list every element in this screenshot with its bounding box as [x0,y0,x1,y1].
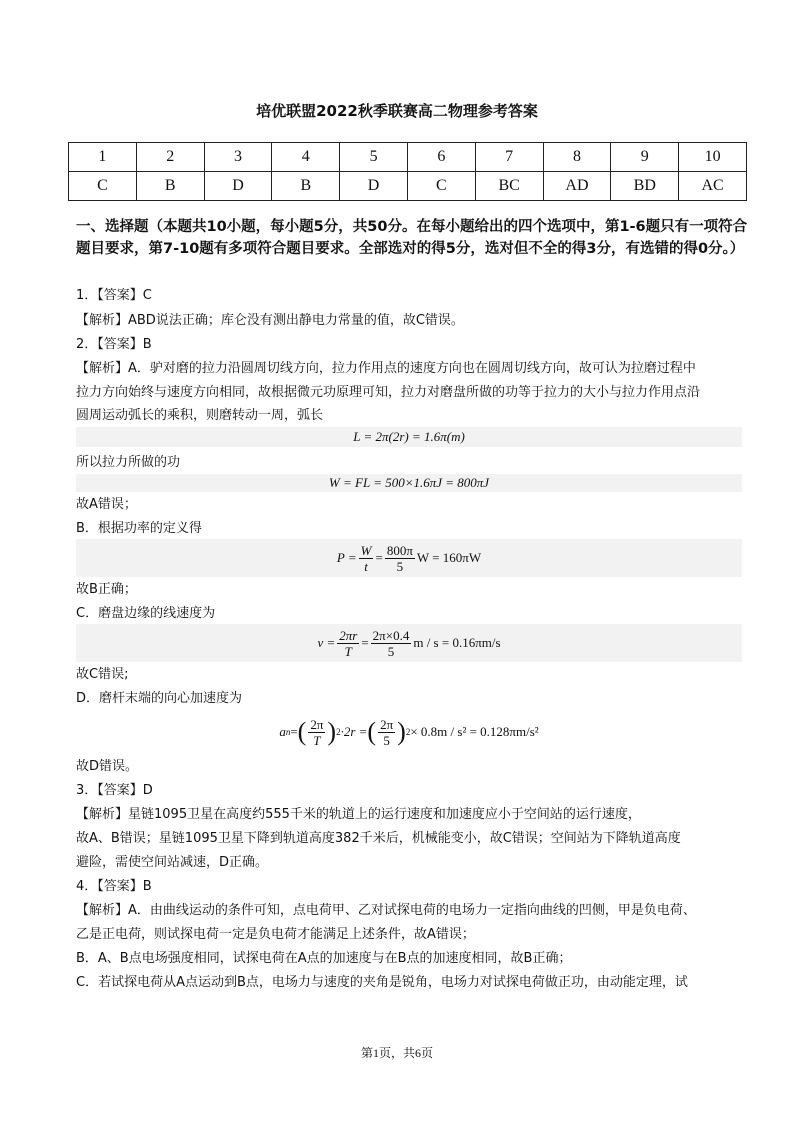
denominator: 5 [387,643,395,659]
formula-text: × 0.8m / s² = 0.128πm/s² [410,724,539,739]
q2-a-wrong: 故A错误； [76,497,137,512]
table-cell: 9 [611,143,679,172]
fraction [337,628,359,659]
q1-analysis: 【解析】ABD说法正确；库仑没有测出静电力常量的值，故C错误。 [76,313,464,328]
formula-text: m / s = 0.16πm/s [413,635,501,650]
denominator: t [364,558,368,574]
table-cell: 4 [272,143,340,172]
table-cell: C [69,172,137,201]
right-paren: ) [397,717,406,746]
q2-c-intro: C．磨盘边缘的线速度为 [76,606,216,621]
page-title: 培优联盟2022秋季联赛高二物理参考答案 [256,102,538,120]
table-cell: D [340,172,408,201]
q3-analysis-line: 故A、B错误；星链1095卫星下降到轨道高度382千米后，机械能变小，故C错误；空间站为下降轨道高度 [76,831,681,846]
page-footer: 第1页，共6页 [360,1046,433,1060]
numerator: 2πr [339,627,358,643]
q2-d-intro: D．磨杆末端的向心加速度为 [76,691,243,706]
table-cell: B [272,172,340,201]
numerator: 2π×0.4 [372,627,410,643]
table-cell: 3 [204,143,272,172]
formula-power [76,539,742,577]
q2-analysis-line: 【解析】A．驴对磨的拉力沿圆周切线方向，拉力作用点的速度方向也在圆周切线方向，故可认为拉磨过程中 [76,361,696,376]
fraction [385,543,415,574]
left-paren: ( [297,717,307,746]
formula-text: = [375,550,383,565]
q2-analysis-line: 拉力方向始终与速度方向相同，故根据微元功原理可知，拉力对磨盘所做的功等于拉力的大小与拉力作用点沿 [76,385,701,400]
superscript: 2 [336,727,341,737]
table-cell: 8 [543,143,611,172]
formula-text: W = FL = 500×1.6πJ = 800πJ [328,475,490,490]
q4-analysis-line: C．若试探电荷从A点运动到B点，电场力与速度的夹角是锐角，电场力对试探电荷做正功，由动能定理，试 [76,975,688,990]
formula-text: = [290,724,298,739]
table-cell: C [407,172,475,201]
q3-analysis-line: 避险，需使空间站减速，D正确。 [76,855,269,870]
numerator: W [360,542,372,558]
table-cell: 10 [679,143,747,172]
answer-table-answer-row [69,172,747,201]
table-cell: 1 [69,143,137,172]
table-cell: AC [679,172,747,201]
q4-analysis-line: 乙是正电荷，则试探电荷一定是负电荷才能满足上述条件，故A错误； [76,927,475,942]
q2-b-intro: B．根据功率的定义得 [76,521,202,536]
formula-text: P = [336,550,357,565]
q4-analysis-line: 【解析】A．由曲线运动的条件可知，点电荷甲、乙对试探电荷的电场力一定指向曲线的凹侧，甲是负电荷、 [76,903,696,918]
answer-table [68,142,747,201]
formula-velocity [76,624,742,662]
denominator: T [313,732,321,748]
q2-analysis-line: 圆周运动弧长的乘积，则磨转动一周，弧长 [76,408,324,423]
denominator: 5 [383,732,390,748]
q1-answer: 1．【答案】C [76,288,152,303]
q3-answer: 3．【答案】D [76,783,153,798]
q2-answer: 2．【答案】B [76,337,152,352]
table-cell: BC [475,172,543,201]
table-cell: B [136,172,204,201]
q2-c-wrong: 故C错误; [76,667,129,682]
fraction [371,628,412,659]
answer-table-number-row [69,143,747,172]
left-paren: ( [367,717,377,746]
section-intro: 一、选择题（本题共10小题，每小题5分，共50分。在每小题给出的四个选项中，第1-6题只有一项符合题目要求，第7-10题有多项符合题目要求。全部选对的得5分，选对但不全的得3分，有选错的得0分。） [76,219,748,257]
fraction [359,543,374,574]
q3-analysis-line: 【解析】星链1095卫星在高度约555千米的轨道上的运行速度和加速度应小于空间站的运行速度， [76,807,641,822]
denominator: T [344,643,352,659]
formula-text: a [279,724,286,739]
q2-b-right: 故B正确； [76,582,137,597]
numerator: 2π [380,716,394,732]
q4-answer: 4．【答案】B [76,879,152,894]
fraction [308,717,325,748]
formula-work [76,474,742,492]
subscript: n [285,727,291,737]
q2-d-wrong: 故D错误。 [76,759,139,774]
formula-text: L = 2π(2r) = 1.6π(m) [353,429,465,444]
superscript: 2 [405,727,411,737]
table-cell: D [204,172,272,201]
table-cell: 6 [407,143,475,172]
table-cell: 7 [475,143,543,172]
right-paren: ) [327,717,337,746]
formula-acceleration [76,709,742,755]
table-cell: 5 [340,143,408,172]
formula-text: ·2r = [340,724,368,739]
table-cell: AD [543,172,611,201]
numerator: 800π [386,542,413,558]
formula-arc-length [76,427,742,447]
q2-work-intro: 所以拉力所做的功 [76,455,181,470]
table-cell: 2 [136,143,204,172]
denominator: 5 [396,558,404,574]
table-cell: BD [611,172,679,201]
fraction [378,717,395,748]
q4-analysis-line: B．A、B点电场强度相同，试探电荷在A点的加速度与在B点的加速度相同，故B正确； [76,951,572,966]
formula-text: = [361,635,369,650]
formula-text: v = [317,635,336,650]
numerator: 2π [310,716,324,732]
formula-text: W = 160πW [416,550,482,565]
